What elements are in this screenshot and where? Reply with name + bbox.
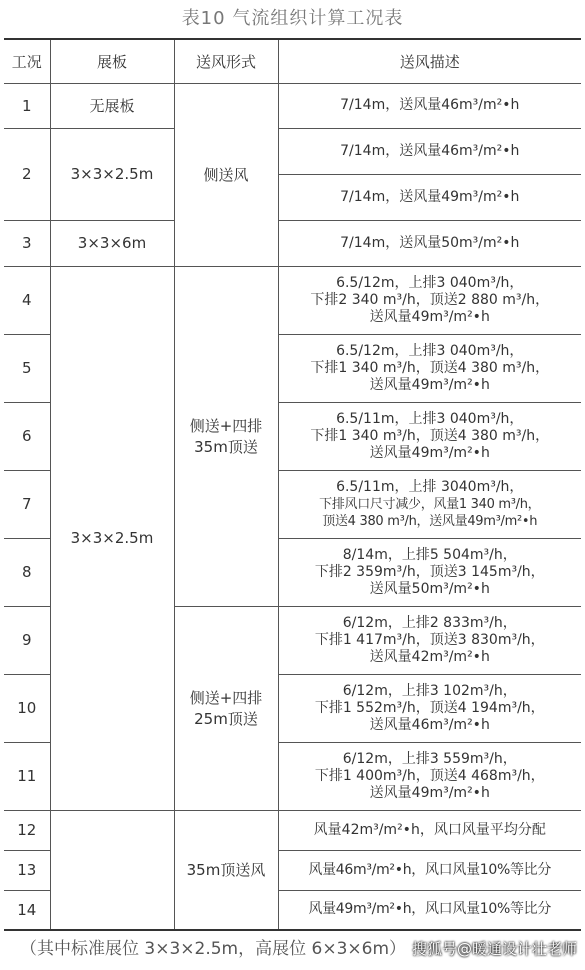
case-no: 3 [4, 220, 50, 266]
booth-cell: 3×3×2.5m [50, 128, 174, 220]
desc-line: 送风量46m³/m²•h [369, 716, 490, 733]
desc-line: 下排1 417m³/h，顶送3 830m³/h， [314, 631, 545, 648]
table-row [4, 128, 581, 174]
case-no: 5 [4, 334, 50, 402]
header-no: 工况 [4, 39, 50, 83]
mode-line: 35m顶送 [194, 438, 258, 456]
desc-line: 顶送4 380 m³/h，送风量49m³/m²•h [322, 513, 538, 529]
desc-line: 8/14m，上排5 504m³/h， [342, 546, 517, 563]
case-no: 8 [4, 538, 50, 606]
desc-line: 下排1 340 m³/h，顶送4 380 m³/h， [310, 359, 550, 376]
desc-line: 下排1 340 m³/h，顶送4 380 m³/h， [310, 427, 550, 444]
header-booth: 展板 [50, 39, 174, 83]
desc-line: 送风量49m³/m²•h [369, 376, 490, 393]
case-no: 1 [4, 83, 50, 128]
desc-line: 6/12m，上排3 102m³/h， [342, 682, 517, 699]
table-row [4, 810, 581, 850]
table-row [4, 83, 581, 128]
case-no: 14 [4, 890, 50, 930]
desc-line: 风量42m³/m²•h，风口风量平均分配 [313, 821, 546, 838]
desc-line: 下排2 340 m³/h，顶送2 880 m³/h， [310, 291, 550, 308]
desc-cell [278, 810, 581, 850]
mode-cell: 侧送风 [174, 83, 278, 266]
desc-line: 下排1 552m³/h，顶送4 194m³/h， [314, 699, 545, 716]
desc-line: 下排风口尺寸减少，风量1 340 m³/h， [319, 496, 541, 512]
desc-line: 6.5/12m，上排3 040m³/h， [336, 274, 524, 291]
desc-line: 6/12m，上排3 559m³/h， [342, 750, 517, 767]
table-row [4, 266, 581, 334]
desc-cell [278, 850, 581, 890]
case-no: 9 [4, 606, 50, 674]
desc-line: 送风量42m³/m²•h [369, 648, 490, 665]
desc-cell [278, 128, 581, 174]
conditions-table [4, 38, 581, 931]
case-no: 4 [4, 266, 50, 334]
header-desc: 送风描述 [278, 39, 581, 83]
booth-cell-empty [50, 810, 174, 930]
desc-cell [278, 334, 581, 402]
booth-cell: 无展板 [50, 83, 174, 128]
desc-cell [278, 83, 581, 128]
footnote: （其中标准展位 3×3×2.5m，高展位 6×3×6m） [20, 939, 407, 959]
desc-line: 送风量49m³/m²•h [369, 308, 490, 325]
desc-line: 6.5/12m，上排3 040m³/h， [336, 342, 524, 359]
case-no: 6 [4, 402, 50, 470]
desc-cell [278, 890, 581, 930]
desc-line: 7/14m，送风量49m³/m²•h [340, 188, 520, 205]
desc-line: 7/14m，送风量50m³/m²•h [340, 234, 520, 251]
desc-line: 风量46m³/m²•h，风口风量10%等比分 [308, 861, 552, 878]
mode-cell [174, 266, 278, 606]
desc-cell [278, 220, 581, 266]
desc-cell [278, 742, 581, 810]
booth-cell: 3×3×6m [50, 220, 174, 266]
desc-cell [278, 538, 581, 606]
watermark: 搜狐号@暖通设计壮老师 [411, 940, 577, 958]
desc-line: 6.5/11m，上排 3040m³/h， [336, 478, 524, 495]
desc-line: 送风量49m³/m²•h [369, 444, 490, 461]
desc-cell [278, 674, 581, 742]
table-row [4, 220, 581, 266]
desc-cell [278, 266, 581, 334]
mode-line: 25m顶送 [194, 710, 258, 728]
desc-line: 6.5/11m，上排3 040m³/h， [336, 410, 524, 427]
mode-cell: 35m顶送风 [174, 810, 278, 930]
case-no: 10 [4, 674, 50, 742]
desc-cell [278, 470, 581, 538]
desc-line: 6/12m，上排2 833m³/h， [342, 614, 517, 631]
case-no: 12 [4, 810, 50, 850]
desc-cell [278, 402, 581, 470]
mode-line: 侧送+四排 [189, 417, 263, 435]
desc-line: 下排1 400m³/h，顶送4 468m³/h， [314, 767, 545, 784]
desc-line: 风量49m³/m²•h，风口风量10%等比分 [308, 901, 552, 918]
case-no: 13 [4, 850, 50, 890]
header-mode: 送风形式 [174, 39, 278, 83]
booth-cell: 3×3×2.5m [50, 266, 174, 810]
desc-line: 下排2 359m³/h，顶送3 145m³/h， [314, 563, 545, 580]
desc-line: 7/14m，送风量46m³/m²•h [340, 97, 520, 113]
desc-line: 送风量50m³/m²•h [369, 580, 490, 597]
case-no: 11 [4, 742, 50, 810]
table-title: 表10 气流组织计算工况表 [181, 8, 404, 29]
mode-cell [174, 606, 278, 810]
case-no: 7 [4, 470, 50, 538]
desc-line: 送风量49m³/m²•h [369, 784, 490, 801]
header-row [4, 39, 581, 83]
case-no: 2 [4, 128, 50, 220]
desc-line: 7/14m，送风量46m³/m²•h [340, 142, 520, 159]
mode-line: 侧送+四排 [189, 689, 263, 707]
desc-cell [278, 174, 581, 220]
desc-cell [278, 606, 581, 674]
